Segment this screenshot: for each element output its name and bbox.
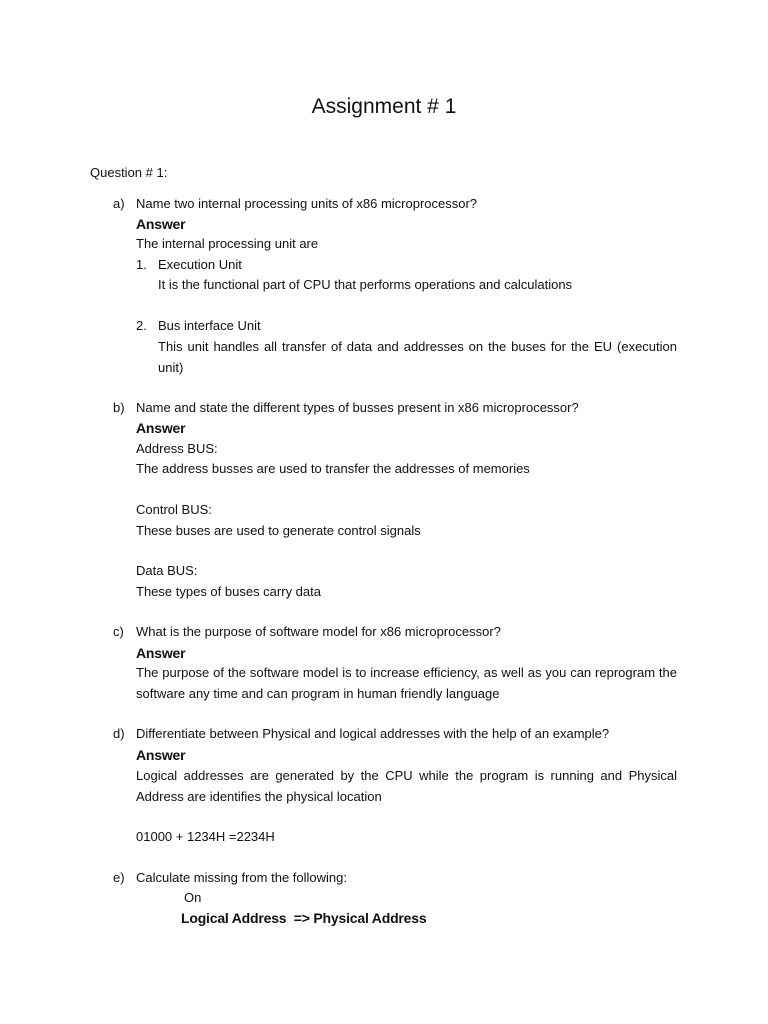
question-e-text: Calculate missing from the following: — [136, 870, 347, 885]
bus-name-address: Address BUS: — [136, 441, 218, 456]
answer-label-c: Answer — [136, 645, 186, 661]
answer-label-d: Answer — [136, 747, 186, 763]
unit-1-label: Execution Unit — [158, 257, 242, 272]
question-d-text: Differentiate between Physical and logical addresses with the help of an example? — [136, 726, 610, 741]
answer-label-a: Answer — [136, 216, 186, 232]
item-marker-c: c) — [113, 624, 124, 639]
answer-d-text: Logical addresses are generated by the CPU while the program is running and Physical Address are identifies the physical location — [136, 768, 677, 804]
unit-2-label: Bus interface Unit — [158, 318, 261, 333]
address-example: 01000 + 1234H =2234H — [136, 829, 275, 844]
address-table-header: Logical Address => Physical Address — [181, 910, 427, 926]
unit-2-description: This unit handles all transfer of data and addresses on the buses for the EU (execution unit) — [158, 339, 677, 375]
item-marker-e: e) — [113, 870, 125, 885]
bus-text-control: These buses are used to generate control signals — [136, 523, 421, 538]
question-c-text: What is the purpose of software model for x86 microprocessor? — [136, 624, 501, 639]
list-marker-2: 2. — [136, 318, 147, 333]
answer-a-intro: The internal processing unit are — [136, 236, 319, 251]
answer-c-text: The purpose of the software model is to increase efficiency, as well as you can reprogram the software any time and can program in human friendly language — [136, 665, 677, 701]
unit-1-description: It is the functional part of CPU that performs operations and calculations — [158, 277, 573, 292]
list-marker-1: 1. — [136, 257, 147, 272]
bus-text-data: These types of buses carry data — [136, 584, 321, 599]
item-marker-a: a) — [113, 196, 125, 211]
item-marker-d: d) — [113, 726, 125, 741]
bus-name-control: Control BUS: — [136, 502, 212, 517]
page-title: Assignment # 1 — [311, 95, 457, 118]
bus-text-address: The address busses are used to transfer the addresses of memories — [136, 461, 530, 476]
item-marker-b: b) — [113, 400, 125, 415]
question-b-text: Name and state the different types of busses present in x86 microprocessor? — [136, 400, 579, 415]
on-label: On — [184, 890, 202, 905]
question-heading: Question # 1: — [90, 165, 168, 180]
question-a-text: Name two internal processing units of x86 microprocessor? — [136, 196, 478, 211]
answer-label-b: Answer — [136, 420, 186, 436]
bus-name-data: Data BUS: — [136, 563, 198, 578]
